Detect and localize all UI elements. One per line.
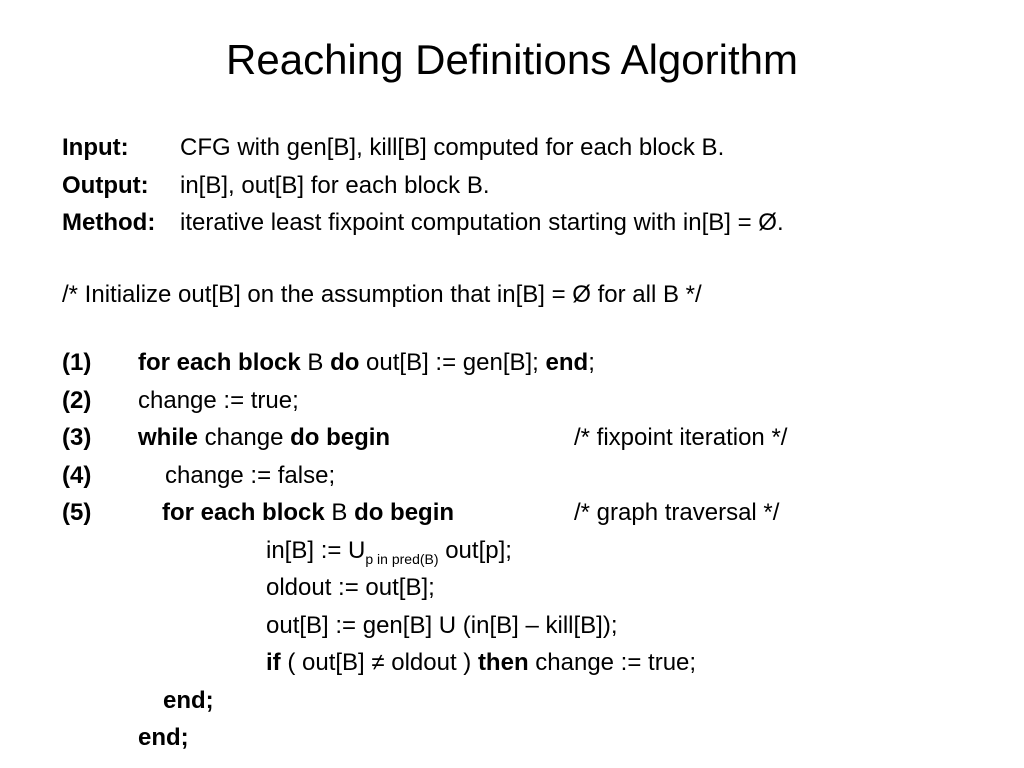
init-comment: /* Initialize out[B] on the assumption that in[B] = Ø for all B */ xyxy=(62,281,702,308)
keyword: do begin xyxy=(290,424,391,451)
code-line-4: change := false; xyxy=(165,462,336,489)
code-comment-5: /* graph traversal */ xyxy=(574,499,780,526)
line-number-2: (2) xyxy=(62,387,92,414)
subscript: p in pred(B) xyxy=(365,551,439,567)
keyword: do xyxy=(330,349,360,376)
keyword: end xyxy=(545,349,589,376)
keyword: if xyxy=(266,649,281,676)
keyword: do begin xyxy=(354,499,455,526)
line-number-3: (3) xyxy=(62,424,92,451)
line-number-5: (5) xyxy=(62,499,92,526)
method-label: Method: xyxy=(62,209,156,236)
code-comment-3: /* fixpoint iteration */ xyxy=(574,424,788,451)
input-text: CFG with gen[B], kill[B] computed for each block B. xyxy=(180,134,725,161)
code-line-10: end; xyxy=(163,687,214,714)
code-line-8: out[B] := gen[B] U (in[B] – kill[B]); xyxy=(266,612,618,639)
code-text: B xyxy=(324,499,355,526)
code-text: change xyxy=(198,424,291,451)
output-label: Output: xyxy=(62,172,149,199)
code-text: out[p]; xyxy=(438,537,512,564)
code-line-3 xyxy=(138,423,390,453)
code-line-5 xyxy=(162,498,454,528)
code-text: in[B] := U xyxy=(266,537,366,564)
code-line-1 xyxy=(138,348,595,378)
keyword: while xyxy=(138,424,199,451)
input-label: Input: xyxy=(62,134,129,161)
keyword: for each block xyxy=(162,499,325,526)
code-line-7: oldout := out[B]; xyxy=(266,574,435,601)
slide-title: Reaching Definitions Algorithm xyxy=(226,36,798,83)
line-number-4: (4) xyxy=(62,462,92,489)
code-text: change := true; xyxy=(528,649,697,676)
code-line-9 xyxy=(266,648,696,678)
code-line-2: change := true; xyxy=(138,387,299,414)
code-text: B xyxy=(300,349,331,376)
keyword: for each block xyxy=(138,349,301,376)
keyword: then xyxy=(477,649,529,676)
output-text: in[B], out[B] for each block B. xyxy=(180,172,490,199)
code-text: out[B] := gen[B]; xyxy=(359,349,546,376)
method-text: iterative least fixpoint computation starting with in[B] = Ø. xyxy=(180,209,784,236)
line-number-1: (1) xyxy=(62,349,92,376)
code-text: ; xyxy=(588,349,595,376)
code-line-6 xyxy=(266,536,512,568)
code-text: ( out[B] ≠ oldout ) xyxy=(280,649,478,676)
code-line-11: end; xyxy=(138,724,189,751)
